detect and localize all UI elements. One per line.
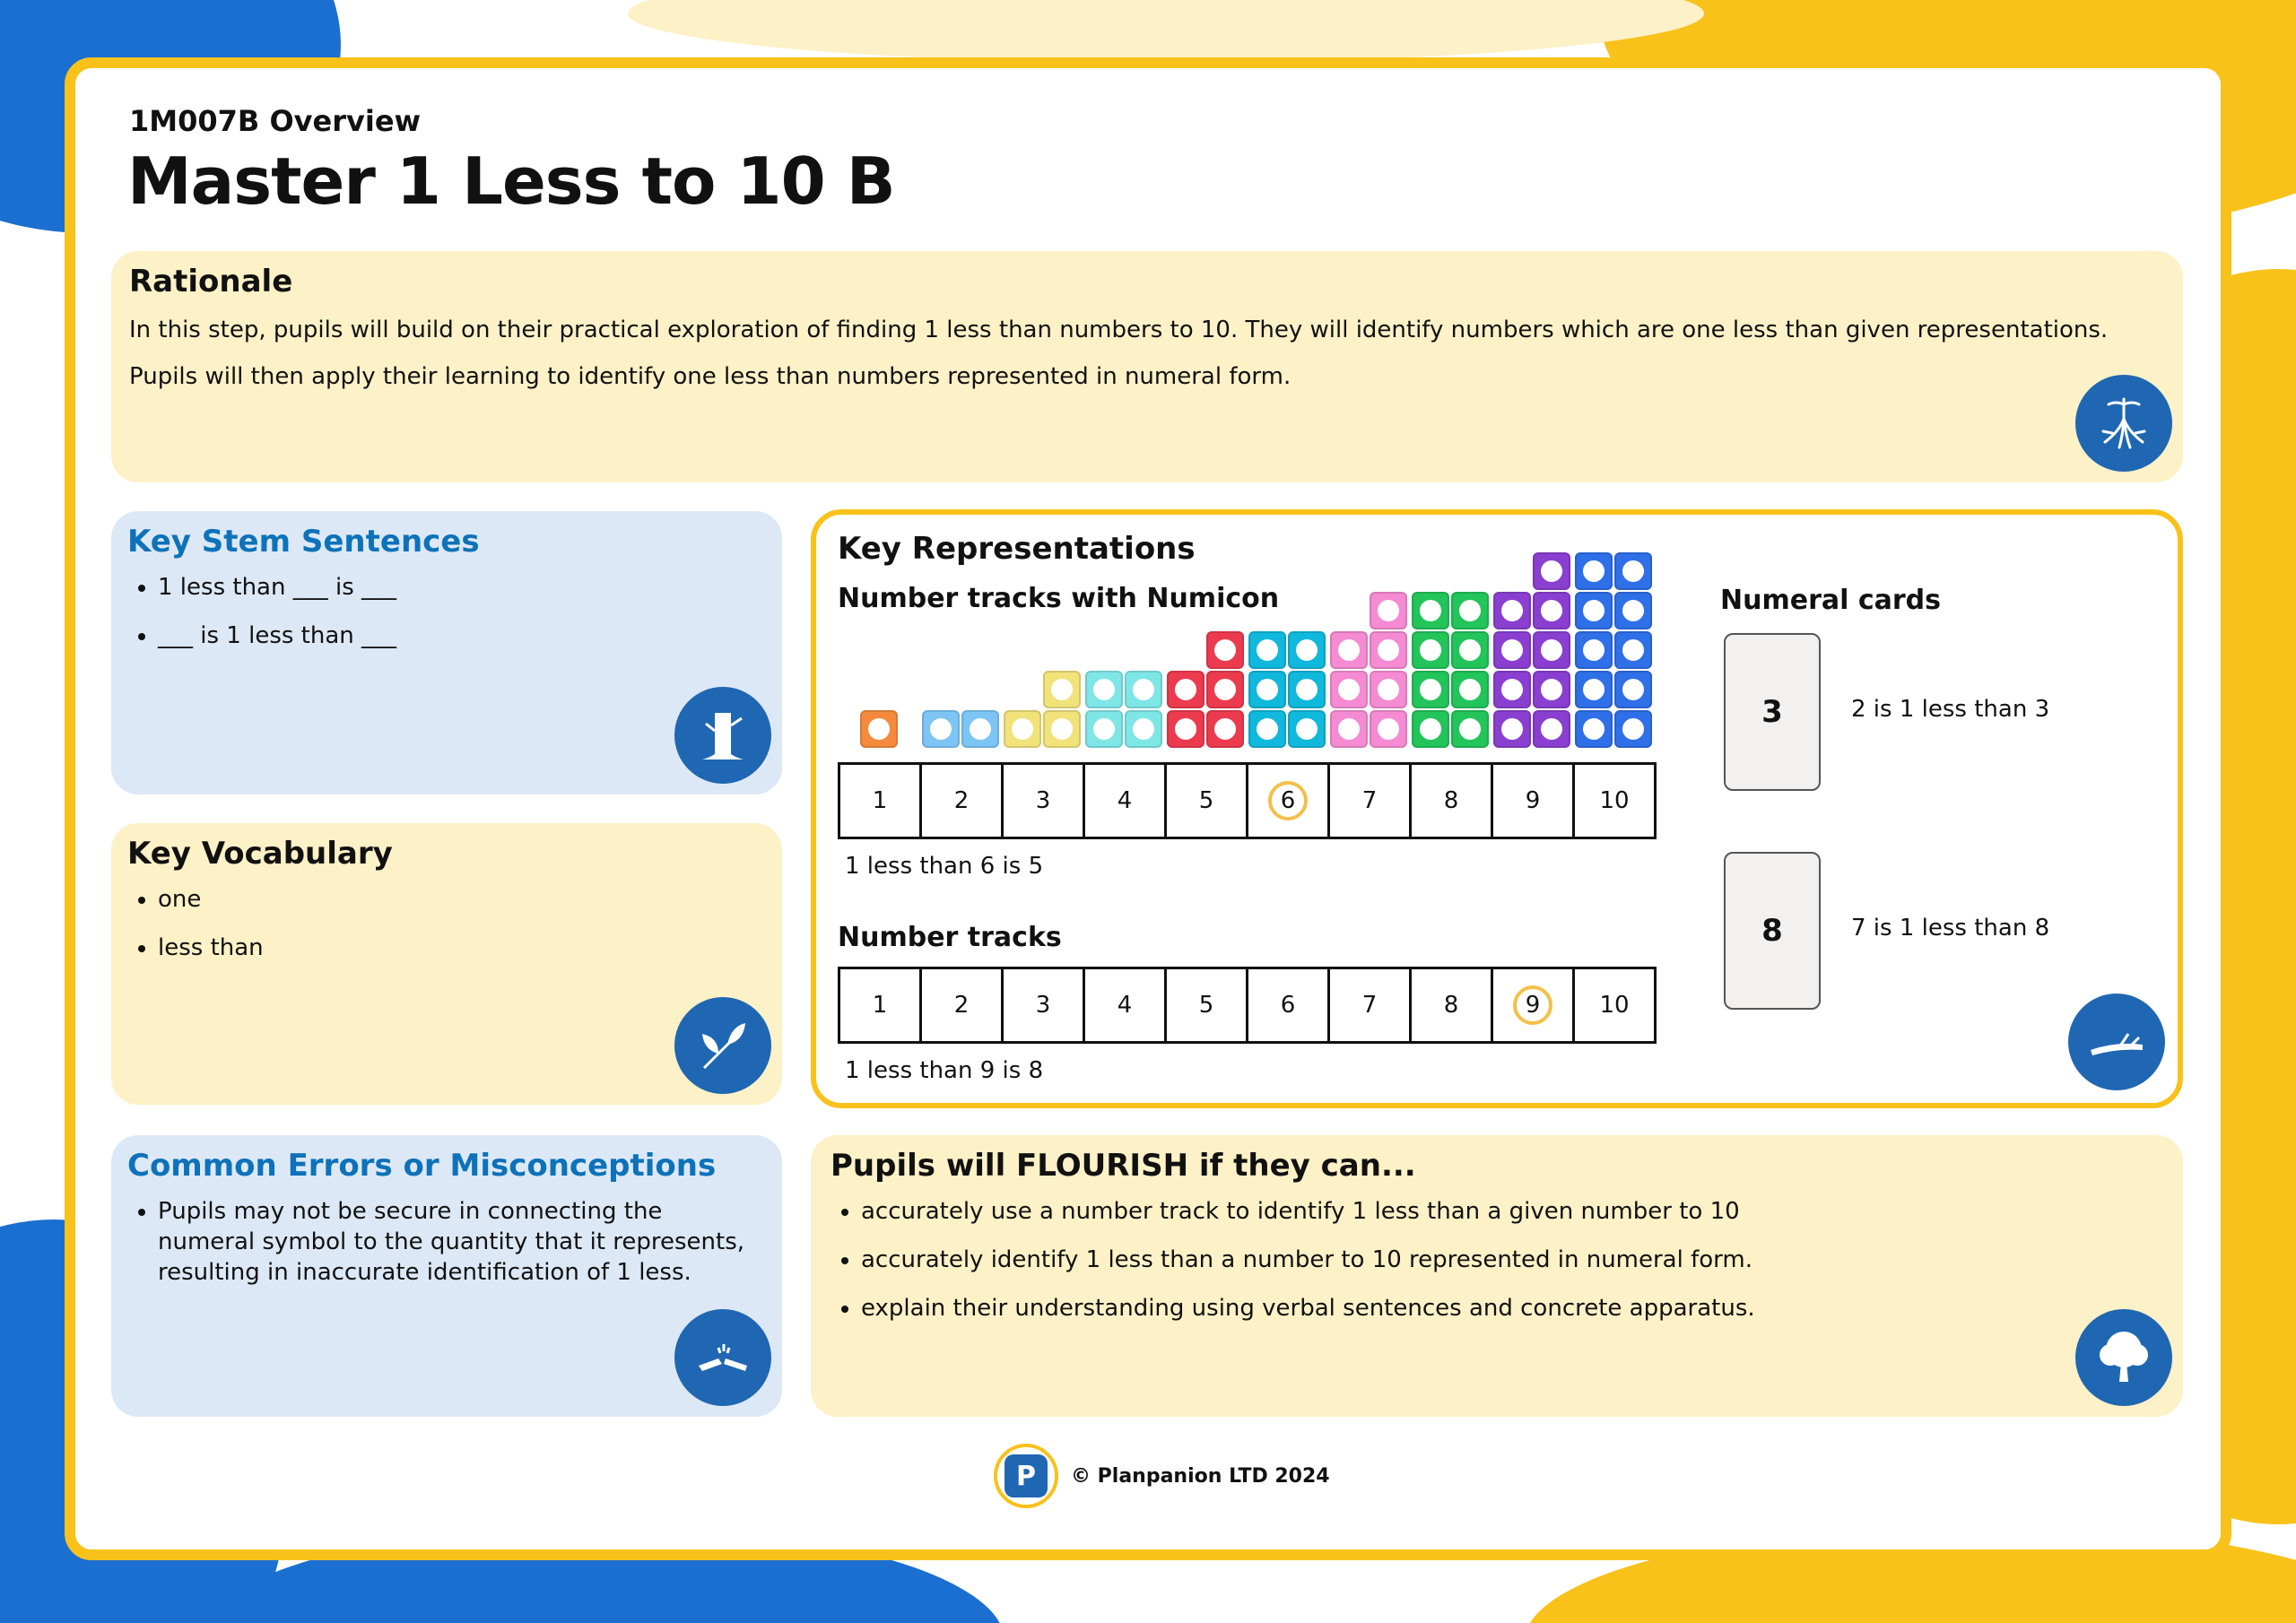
numicon-hole bbox=[1575, 631, 1613, 669]
numicon-hole bbox=[1614, 710, 1652, 748]
track-cell: 2 bbox=[922, 969, 1004, 1041]
page-title: Master 1 Less to 10 B bbox=[127, 143, 895, 219]
trunk-icon bbox=[674, 687, 771, 784]
broken-branch-icon bbox=[674, 1309, 771, 1406]
number-tracks-title: Number tracks bbox=[838, 922, 1062, 953]
numicon-hole bbox=[1575, 710, 1613, 748]
track2-caption: 1 less than 9 is 8 bbox=[845, 1057, 1044, 1084]
track-cell: 4 bbox=[1085, 969, 1167, 1041]
numicon-hole bbox=[1288, 631, 1326, 669]
numicon-hole bbox=[1330, 710, 1368, 748]
numicon-hole bbox=[1167, 710, 1205, 748]
track-cell: 5 bbox=[1167, 969, 1248, 1041]
numicon-piece bbox=[1412, 590, 1489, 748]
track-cell: 3 bbox=[1004, 969, 1085, 1041]
numicon-hole bbox=[1125, 671, 1162, 708]
numicon-hole bbox=[922, 710, 960, 748]
numicon-hole bbox=[1370, 710, 1407, 748]
track-cell bbox=[1493, 969, 1575, 1041]
planpanion-logo bbox=[994, 1444, 1058, 1508]
numicon-hole bbox=[1248, 671, 1286, 708]
tree-icon bbox=[2075, 1309, 2172, 1406]
numicon-hole bbox=[1451, 592, 1489, 629]
numicon-hole bbox=[1288, 710, 1326, 748]
track-cell: 6 bbox=[1248, 969, 1330, 1041]
flourish-item: • accurately use a number track to identify 1 less than a given number to 10 bbox=[861, 1196, 2163, 1227]
numicon-hole bbox=[1370, 592, 1407, 629]
numicon-hole bbox=[1043, 710, 1081, 748]
stem-sentence-item: • ___ is 1 less than ___ bbox=[158, 621, 766, 651]
numicon-hole bbox=[1330, 671, 1368, 708]
numicon-hole bbox=[1412, 631, 1449, 669]
numicon-hole bbox=[1493, 710, 1531, 748]
numicon-hole bbox=[1248, 710, 1286, 748]
numicon-hole bbox=[1206, 710, 1244, 748]
numicon-hole bbox=[1533, 631, 1570, 669]
numeral-card: 8 bbox=[1724, 852, 1821, 1010]
numicon-hole bbox=[1085, 671, 1123, 708]
errors-item: • Pupils may not be secure in connecting the numeral symbol to the quantity that it represents, resulting in inaccurate identification of 1 less. bbox=[158, 1196, 766, 1288]
track-cell: 9 bbox=[1493, 765, 1575, 837]
vocabulary-item: • one bbox=[158, 884, 766, 915]
numicon-hole bbox=[1533, 710, 1570, 748]
numicon-hole bbox=[1493, 671, 1531, 708]
numicon-hole bbox=[1043, 671, 1081, 708]
numicon-title: Number tracks with Numicon bbox=[838, 583, 1280, 614]
roots-icon bbox=[2075, 375, 2172, 472]
rationale-paragraph-1: In this step, pupils will build on their practical exploration of finding 1 less than numbers to 10. They will identify numbers which are one less than given representations. bbox=[129, 317, 2109, 343]
branch-icon bbox=[2068, 994, 2165, 1090]
flourish-item: • accurately identify 1 less than a number to 10 represented in numeral form. bbox=[861, 1245, 2163, 1275]
numicon-hole bbox=[1167, 671, 1205, 708]
copyright-text: © Planpanion LTD 2024 bbox=[1071, 1464, 1330, 1488]
flourish-heading: Pupils will FLOURISH if they can... bbox=[831, 1148, 1416, 1184]
footer bbox=[994, 1444, 1330, 1508]
numicon-piece bbox=[1330, 590, 1407, 748]
track-cell: 7 bbox=[1330, 765, 1412, 837]
track-cell: 10 bbox=[1599, 787, 1630, 814]
numicon-hole bbox=[1370, 631, 1407, 669]
numicon-hole bbox=[1412, 710, 1449, 748]
number-track-with-numicon bbox=[838, 762, 1657, 839]
rationale-paragraph-2: Pupils will then apply their learning to identify one less than numbers represented in numeral form. bbox=[129, 363, 1292, 390]
numicon-hole bbox=[1330, 631, 1368, 669]
numicon-hole bbox=[1493, 631, 1531, 669]
lesson-code: 1M007B Overview bbox=[129, 104, 422, 138]
numeral-card-label: 7 is 1 less than 8 bbox=[1851, 915, 2050, 942]
numicon-hole bbox=[1370, 671, 1407, 708]
number-track bbox=[838, 967, 1657, 1044]
numicon-piece bbox=[1004, 669, 1081, 748]
track-cell: 3 bbox=[1004, 765, 1085, 837]
numicon-piece bbox=[1085, 669, 1162, 748]
rationale-panel bbox=[111, 251, 2183, 482]
numicon-hole bbox=[1004, 710, 1041, 748]
track-cell: 7 bbox=[1330, 969, 1412, 1041]
track-cell: 4 bbox=[1085, 765, 1167, 837]
errors-panel bbox=[111, 1135, 782, 1417]
numicon-hole bbox=[1206, 671, 1244, 708]
numicon-hole bbox=[961, 710, 999, 748]
numicon-hole bbox=[1451, 631, 1489, 669]
flourish-panel bbox=[811, 1135, 2183, 1417]
track1-caption: 1 less than 6 is 5 bbox=[845, 853, 1044, 880]
numicon-hole bbox=[1085, 710, 1123, 748]
track-cell: 8 bbox=[1412, 969, 1493, 1041]
numicon-hole bbox=[1206, 631, 1244, 669]
errors-heading: Common Errors or Misconceptions bbox=[127, 1148, 717, 1184]
track-cell: 10 bbox=[1599, 992, 1630, 1019]
numicon-hole bbox=[1451, 710, 1489, 748]
numicon-hole bbox=[1125, 710, 1162, 748]
numicon-hole bbox=[1451, 671, 1489, 708]
numicon-piece bbox=[1248, 629, 1326, 748]
numicon-hole bbox=[1493, 592, 1531, 629]
vocabulary-item: • less than bbox=[158, 933, 766, 963]
numicon-hole bbox=[860, 710, 898, 748]
numicon-hole bbox=[1248, 631, 1286, 669]
numicon-shapes bbox=[838, 556, 1634, 748]
vocabulary-panel bbox=[111, 823, 782, 1105]
numicon-piece bbox=[922, 708, 999, 748]
stem-sentences-panel bbox=[111, 511, 782, 794]
representations-heading: Key Representations bbox=[838, 531, 1196, 567]
track-cell: 1 bbox=[840, 969, 922, 1041]
logo-letter: P bbox=[1004, 1454, 1048, 1497]
leaf-icon bbox=[674, 997, 771, 1094]
numicon-hole bbox=[1533, 592, 1570, 629]
track-cell: 2 bbox=[922, 765, 1004, 837]
numicon-piece bbox=[1167, 629, 1244, 748]
track-cell bbox=[1248, 765, 1330, 837]
numicon-hole bbox=[1614, 631, 1652, 669]
key-representations-panel bbox=[811, 509, 2183, 1108]
highlight-ring: 6 bbox=[1268, 781, 1308, 820]
stem-sentence-item: • 1 less than ___ is ___ bbox=[158, 572, 766, 603]
numicon-hole bbox=[1412, 592, 1449, 629]
numicon-hole bbox=[1575, 592, 1613, 629]
vocabulary-heading: Key Vocabulary bbox=[127, 836, 393, 872]
numicon-hole bbox=[1614, 592, 1652, 629]
track-cell: 8 bbox=[1412, 765, 1493, 837]
highlight-ring: 9 bbox=[1513, 985, 1552, 1025]
numicon-hole bbox=[1575, 552, 1613, 590]
numicon-hole bbox=[1575, 671, 1613, 708]
numicon-piece bbox=[1575, 551, 1652, 748]
rationale-heading: Rationale bbox=[129, 264, 293, 299]
numicon-piece bbox=[1493, 551, 1570, 748]
numicon-hole bbox=[1533, 671, 1570, 708]
numeral-card: 3 bbox=[1724, 633, 1821, 791]
flourish-item: • explain their understanding using verbal sentences and concrete apparatus. bbox=[861, 1293, 2163, 1324]
numicon-hole bbox=[1288, 671, 1326, 708]
numicon-hole bbox=[1614, 671, 1652, 708]
numicon-hole bbox=[1412, 671, 1449, 708]
numeral-cards-title: Numeral cards bbox=[1720, 585, 1941, 616]
track-cell: 5 bbox=[1167, 765, 1248, 837]
numicon-hole bbox=[1533, 552, 1570, 590]
numeral-card-label: 2 is 1 less than 3 bbox=[1851, 696, 2050, 723]
track-cell: 1 bbox=[840, 765, 922, 837]
numicon-hole bbox=[1614, 552, 1652, 590]
stem-sentences-heading: Key Stem Sentences bbox=[127, 524, 480, 560]
